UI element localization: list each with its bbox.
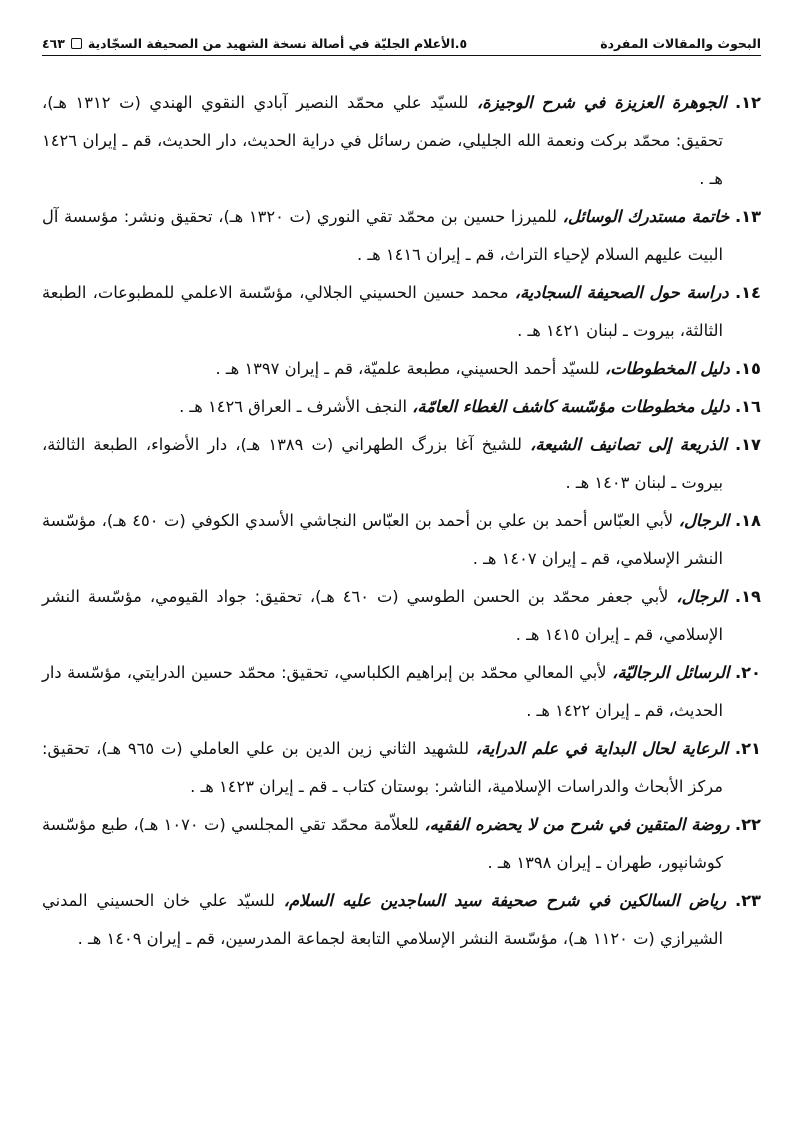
bibliography-entry-16 [42,388,761,426]
entry-title: دليل المخطوطات، [604,359,730,378]
running-header [42,30,761,56]
entry-number: ١٣. [734,207,762,226]
entry-details: لأبي جعفر محمّد بن الحسن الطوسي (ت ٤٦٠ هـ)، تحقيق: جواد القيومي، مؤسّسة النشر الإسلامي، قم ـ إيران ١٤١٥ هـ . [42,587,723,644]
header-section-title: البحوث والمقالات المفردة [600,36,761,51]
entry-number: ١٩. [734,587,761,606]
entry-details: للسيّد علي محمّد النصير آبادي النقوي الهندي (ت ١٣١٢ هـ)، تحقيق: محمّد بركت ونعمة الله الجليلي، ضمن رسائل في دراية الحديث، دار الحديث، قم ـ إيران ١٤٢٦ هـ . [42,93,723,188]
entry-details: لأبي المعالي محمّد بن إبراهيم الكلباسي، تحقيق: محمّد حسين الدرايتي، مؤسّسة دار الحديث، قم ـ إيران ١٤٢٢ هـ . [42,663,723,720]
entry-number: ١٤. [734,283,761,302]
entry-details: للسيّد أحمد الحسيني، مطبعة علميّة، قم ـ إيران ١٣٩٧ هـ . [215,359,605,378]
entry-details: لأبي العبّاس أحمد بن علي بن أحمد بن العبّاس النجاشي الأسدي الكوفي (ت ٤٥٠ هـ)، مؤسّسة النشر الإسلامي، قم ـ إيران ١٤٠٧ هـ . [42,511,723,568]
bibliography-entry-18 [42,502,761,578]
entry-title: رياض السالكين في شرح صحيفة سيد الساجدين عليه السلام، [283,891,727,910]
entry-details: للسيّد علي خان الحسيني المدني الشيرازي (ت ١١٢٠ هـ)، مؤسّسة النشر الإسلامي التابعة لجماعة المدرسين، قم ـ إيران ١٤٠٩ هـ . [42,891,723,948]
entry-details: النجف الأشرف ـ العراق ١٤٢٦ هـ . [179,397,413,416]
entry-number: ٢٠. [734,663,761,682]
header-article-title: ٥.الأعلام الجليّة في أصالة نسخة الشهيد من الصحيفة السجّادية [87,36,468,51]
bibliography-entry-23 [42,882,761,958]
entry-title: خاتمة مستدرك الوسائل، [562,207,730,226]
entry-number: ١٨. [734,511,761,530]
entry-title: الرجال، [676,587,727,606]
entry-number: ١٦. [734,397,761,416]
entry-number: ١٢. [734,93,761,112]
entry-title: الرجال، [678,511,730,530]
page-number: ٤٦٣ [42,36,65,51]
bibliography-entry-14 [42,274,761,350]
entry-details: محمد حسين الحسيني الجلالي، مؤسّسة الاعلمي للمطبوعات، الطبعة الثالثة، بيروت ـ لبنان ١٤٢١ هـ . [42,283,723,340]
bibliography-entry-20 [42,654,761,730]
bibliography-entry-12 [42,84,761,198]
entry-details: للشهيد الثاني زين الدين بن علي العاملي (ت ٩٦٥ هـ)، تحقيق: مركز الأبحاث والدراسات الإسلامية، الناشر: بوستان كتاب ـ قم ـ إيران ١٤٢٣ هـ . [42,739,723,796]
entry-details: للشيخ آغا بزرگ الطهراني (ت ١٣٨٩ هـ)، دار الأضواء، الطبعة الثالثة، بيروت ـ لبنان ١٤٠٣ هـ . [42,435,723,492]
entry-title: الرسائل الرجاليّة، [612,663,730,682]
entry-title: روضة المتقين في شرح من لا يحضره الفقيه، [424,815,730,834]
entry-number: ٢١. [734,739,761,758]
bibliography-entry-21 [42,730,761,806]
entry-number: ١٧. [734,435,761,454]
bibliography-list [42,84,761,958]
entry-title: الذريعة إلى تصانيف الشيعة، [530,435,727,454]
entry-details: للميرزا حسين بن محمّد تقي النوري (ت ١٣٢٠ هـ)، تحقيق ونشر: مؤسسة آل البيت عليهم السلام لإحياء التراث، قم ـ إيران ١٤١٦ هـ . [42,207,723,264]
entry-number: ٢٣. [734,891,761,910]
bibliography-entry-17 [42,426,761,502]
bibliography-entry-13 [42,198,761,274]
bibliography-entry-22 [42,806,761,882]
entry-details: للعلاّمة محمّد تقي المجلسي (ت ١٠٧٠ هـ)، طبع مؤسّسة كوشانپور، طهران ـ إيران ١٣٩٨ هـ . [42,815,723,872]
bibliography-entry-15 [42,350,761,388]
entry-number: ٢٢. [734,815,761,834]
entry-title: دراسة حول الصحيفة السجادية، [514,283,729,302]
entry-title: دليل مخطوطات مؤسّسة كاشف الغطاء العامّة، [412,397,730,416]
entry-number: ١٥. [734,359,761,378]
entry-title: الجوهرة العزيزة في شرح الوجيزة، [477,93,727,112]
header-article-info [42,36,467,51]
bibliography-entry-19 [42,578,761,654]
header-box-ornament [71,38,82,49]
entry-title: الرعاية لحال البداية في علم الدراية، [475,739,729,758]
